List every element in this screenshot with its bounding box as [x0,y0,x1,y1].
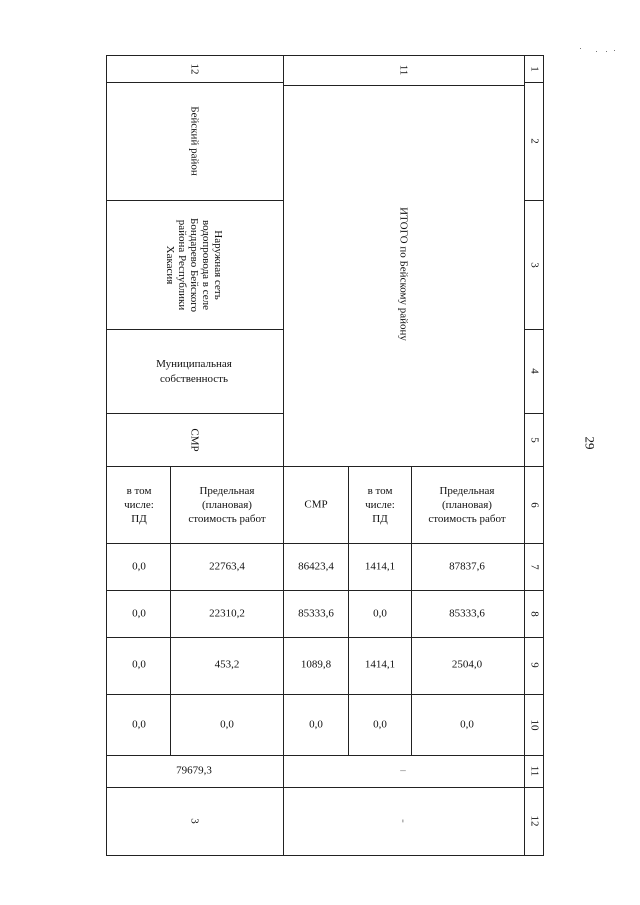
object-name-line: района Республики [176,219,188,311]
cell-row12-left: 3 [188,818,201,824]
header-line: в том [126,485,152,497]
cell-row12-right: - [397,819,410,823]
cell-smr: 85333,6 [298,607,334,620]
header-number-left: 12 [188,63,201,75]
table-border-top [106,55,544,56]
object-name-line: водопровода в селе [200,219,212,311]
column-number: 10 [528,719,541,731]
cell-pd: 0,0 [373,607,387,620]
table-border-right [543,55,544,856]
header-line: в том [367,485,393,497]
column-number: 7 [528,564,541,570]
table-border-bottom [106,855,544,856]
col-line [348,466,349,755]
header-limit-cost-left [188,484,265,526]
strip-line [524,82,544,83]
strip-line [524,694,544,695]
page-number: 29 [582,436,598,450]
object-name-line: Хакасия [164,245,176,285]
district-name: Бейский район [188,106,201,176]
scan-speck [606,51,607,52]
table-border-left [106,55,107,856]
header-line: числе: [365,499,395,511]
column-number: 2 [528,138,541,144]
cell-left-limit: 22310,2 [209,607,245,620]
header-line: Предельная [439,485,495,497]
column-number: 6 [528,502,541,508]
header-smr: СМР [304,498,328,511]
header-line: числе: [124,499,154,511]
row-line [106,466,524,467]
col-line [170,466,171,755]
cell-row11-left: 79679,3 [176,764,212,777]
column-number: 5 [528,437,541,443]
cell-smr: 0,0 [309,718,323,731]
scan-speck [580,48,581,49]
strip-line [524,329,544,330]
header-incl-pd-left [124,484,154,526]
column-number: 3 [528,262,541,268]
column-number: 8 [528,611,541,617]
block-split-line [283,55,284,856]
header-line: Предельная [199,485,255,497]
row-line [106,755,524,756]
right-header-line [283,85,524,86]
strip-line [524,413,544,414]
col-number-strip-line [524,55,525,856]
cell-smr: 1089,8 [300,658,332,671]
cell-limit: 0,0 [460,718,474,731]
row-line [106,543,524,544]
strip-line [524,590,544,591]
header-line: (плановая) [202,499,252,511]
cell-limit: 85333,6 [449,607,485,620]
left-line [106,413,283,414]
cell-pd: 1414,1 [364,658,396,671]
header-line: (плановая) [442,499,492,511]
object-name-line: Бондарево Бейского [188,218,200,312]
left-line [106,329,283,330]
cell-left-pd: 0,0 [132,560,146,573]
cell-row11-right: – [400,764,406,777]
header-line: ПД [372,513,388,525]
cell-limit: 87837,6 [449,560,485,573]
ownership-line: собственность [160,373,228,385]
scan-speck [596,51,597,52]
scan-speck [614,50,615,51]
row-line [106,637,524,638]
row-line [106,694,524,695]
cell-left-pd: 0,0 [132,607,146,620]
cell-left-pd: 0,0 [132,658,146,671]
strip-line [524,787,544,788]
cell-pd: 1414,1 [364,560,396,573]
col-line [411,466,412,755]
row-line [106,590,524,591]
smr-label-left: СМР [188,428,201,452]
row-line [106,787,524,788]
strip-line [524,637,544,638]
column-number: 11 [528,765,541,777]
strip-line [524,755,544,756]
cell-left-pd: 0,0 [132,718,146,731]
header-incl-pd-right [365,484,395,526]
total-label: ИТОГО по Бейскому району [397,207,410,341]
header-line: стоимость работ [188,513,266,525]
cell-left-limit: 453,2 [214,658,240,671]
strip-line [524,543,544,544]
column-number: 9 [528,662,541,668]
header-limit-cost-right [428,484,505,526]
header-line: ПД [131,513,147,525]
object-name [164,218,224,312]
strip-line [524,200,544,201]
column-number: 12 [528,815,541,827]
header-number-right: 11 [397,64,410,76]
ownership-line: Муниципальная [156,358,232,370]
cell-pd: 0,0 [373,718,387,731]
column-number: 1 [528,66,541,72]
object-name-line: Наружная сеть [212,230,224,300]
header-line: стоимость работ [428,513,506,525]
left-line [106,200,283,201]
left-line [106,82,283,83]
ownership [156,357,232,387]
cell-smr: 86423,4 [298,560,334,573]
column-number: 4 [528,368,541,374]
cell-left-limit: 0,0 [220,718,234,731]
strip-line [524,466,544,467]
cell-limit: 2504,0 [451,658,483,671]
cell-left-limit: 22763,4 [209,560,245,573]
